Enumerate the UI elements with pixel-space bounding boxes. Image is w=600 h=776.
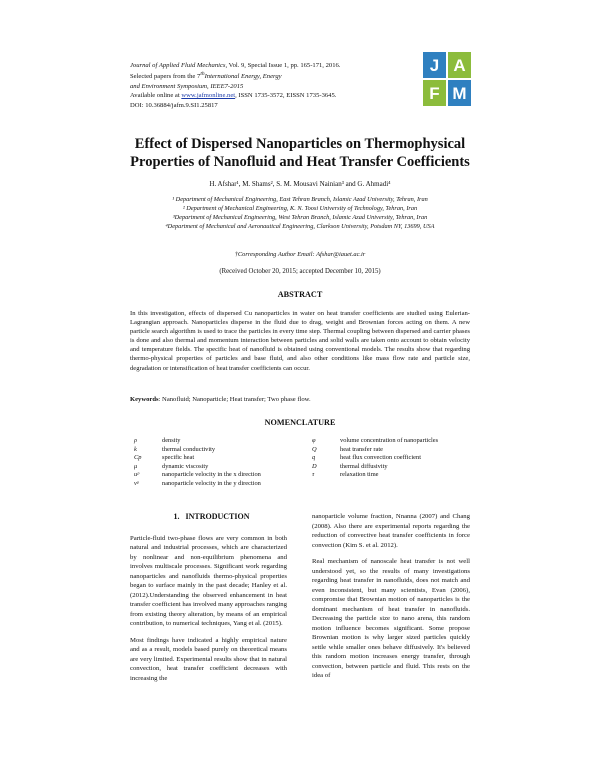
nom-def: nanoparticle velocity in the x direction (162, 471, 261, 478)
affiliation: ⁴Department of Mechanical and Aeronautical Engineering, Clarkson University, Potsdam NY, 13699, USA (165, 223, 435, 231)
nomenclature-row (134, 437, 261, 446)
nomenclature-row (312, 463, 438, 472)
section-number: 1. (173, 512, 180, 521)
paragraph: Particle-fluid two-phase flows are very common in both natural and industrial processes, which are characterized by nonlinear and non-equilibrium phenomena and involves multiscale processes. Significant work regarding nanoparticles and nanofluids thermo-physical properties began to surface mainly in the past decade; Hanley et al. (2012).Understanding the observed enhancement in heat transfer coefficient has involved many approaches ranging from existing theory alteration, by means of an empirical contribution, to numerical techniques, Yang et al. (2015). (130, 534, 287, 627)
nom-symbol: uᵖ (134, 471, 140, 478)
nomenclature-row (312, 446, 438, 455)
body-column-right (312, 512, 470, 688)
affiliation: ¹ Department of Mechanical Engineering, East Tehran Branch, Islamic Azad University, Tehran, Iran (172, 196, 428, 203)
nom-def: relaxation time (340, 471, 379, 478)
body-column-left (130, 512, 287, 690)
nomenclature-row (312, 454, 438, 463)
selected-post: International Energy, Energy (204, 73, 282, 81)
nom-def: volume concentration of nanoparticles (340, 437, 439, 444)
nomenclature-row (134, 446, 261, 455)
nomenclature-row (312, 471, 438, 480)
section-title: INTRODUCTION (185, 512, 250, 521)
paragraph: Most findings have indicated a highly empirical nature and as a result, models based purely on theoretical means are very limited. Experimental results show that in natural convection, heat transfer coefficient decreases with increasing the (130, 636, 287, 682)
nom-def: thermal conductivity (162, 445, 216, 453)
abstract-heading: ABSTRACT (277, 290, 323, 299)
available-online: Available online at (130, 92, 182, 100)
abstract-text: In this investigation, effects of dispersed Cu nanoparticles in water on heat transfer coefficients are studied using Eulerian-Lagrangian approach. Nanoparticles disperse in the fluid due to drag, weight and Brownian forces acting on them. A new particle search algorithm is used to trace the particles in every time step. Thermal coupling between dispersed and carrier phases is done and also thermal and momentum interaction between particles and solid walls are taken onto account to obtain velocity and temperature fields. The specific heat of nanofluid is obtained using conventional models. The results show that regarding thermo-physical properties of particles and base fluid, and also other conditions like mass flow rate and particle size, degradation or intensification of heat transfer coefficients can occur. (130, 310, 470, 372)
nomenclature-row (134, 463, 261, 472)
logo-letter: F (429, 84, 440, 103)
nom-symbol: q (312, 454, 316, 461)
received-dates: (Received October 20, 2015; accepted December 10, 2015) (219, 268, 381, 275)
keywords (130, 396, 470, 403)
logo-letter: J (429, 56, 440, 75)
journal-link[interactable]: www.jafmonline.net (181, 92, 236, 100)
corresponding-author: †Corresponding Author Email: Afshar@iauet.ac.ir (234, 251, 366, 258)
selected-sup: th (200, 71, 205, 78)
paragraph: nanoparticle volume fraction, Nnanna (2007) and Chang (2008). Also there are experimental reports regarding the reduction of convective heat transfer coefficients in force convection (Kim S. et al. 2012). (312, 513, 470, 549)
nomenclature-row (312, 437, 438, 446)
title-line-1: Effect of Dispersed Nanoparticles on Thermophysical (134, 136, 466, 152)
affiliation: ³Department of Mechanical Engineering, West Tehran Branch, Islamic Azad University, Tehran, Iran (172, 214, 428, 222)
selected-papers-line: Selected papers from the 7 (130, 73, 201, 81)
nomenclature-heading: NOMENCLATURE (264, 418, 336, 427)
nom-symbol: Q (312, 445, 317, 453)
journal-volume: , Vol. 9, Special Issue 1, pp. 165-171, 2016. (225, 62, 341, 69)
nom-def: heat flux convection coefficient (340, 454, 421, 461)
paper-title (100, 135, 500, 171)
nom-symbol: k (134, 445, 137, 453)
keywords-text: : Nanofluid; Nanoparticle; Heat transfer; Two phase flow. (158, 396, 311, 403)
journal-name: Journal of Applied Fluid Mechanics (130, 62, 226, 69)
nom-symbol: Cp (134, 454, 142, 461)
symposium-line: and Environment Symposium, IEEE7-2015 (130, 83, 244, 90)
nom-symbol: τ (312, 471, 315, 478)
keywords-label: Keywords (130, 396, 159, 403)
authors: H. Afshar¹, M. Shams², S. M. Mousavi Nainian³ and G. Ahmadi⁴ (209, 180, 391, 188)
nom-def: nanoparticle velocity in the y direction (162, 479, 261, 487)
nom-def: density (162, 437, 181, 444)
title-line-2: Properties of Nanofluid and Heat Transfer Coefficients (130, 154, 470, 170)
nomenclature-right (312, 437, 438, 480)
nomenclature-row (134, 480, 261, 489)
nom-def: dynamic viscosity (162, 462, 209, 470)
nomenclature-row (134, 454, 261, 463)
nom-symbol: D (312, 462, 317, 470)
nom-symbol: μ (134, 462, 138, 470)
journal-header (130, 61, 430, 110)
logo-letter: A (453, 56, 466, 75)
section-heading (130, 512, 287, 522)
paragraph: Real mechanism of nanoscale heat transfer is not well understood yet, so the results of many investigations regarding heat transfer in nanofluids, does not match and even inconsistent, but many scientists, Evan (2006), compromise that Brownian motion of nanoparticles is the dominant mechanism of heat transfer in nanofluids. Decreasing the particle size to nano arena, this random motion influence becomes significant. Some propose Brownian motion is why larger sized particles quickly settle while smaller ones behave diffusively. It's believed this random motion increases energy transfer, through convection, between particle and fluid. This rests on the idea of (312, 558, 470, 679)
nom-symbol: ρ (134, 437, 138, 444)
nomenclature-row (134, 471, 261, 480)
nom-def: thermal diffusivity (340, 462, 388, 470)
nom-def: heat transfer rate (340, 445, 383, 453)
affiliation: ² Department of Mechanical Engineering, K. N. Toosi University of Technology, Tehran, Iran (182, 205, 418, 213)
affiliations (100, 195, 500, 231)
nom-def: specific heat (162, 454, 195, 461)
doi: DOI: 10.36884/jafm.9.SI1.25817 (130, 101, 218, 109)
nom-symbol: φ (312, 437, 316, 444)
issn: , ISSN 1735-3572, EISSN 1735-3645. (235, 92, 337, 100)
logo-letter: M (452, 84, 467, 103)
nomenclature-left (134, 437, 261, 488)
jafm-logo (422, 51, 472, 107)
nom-symbol: vᵖ (134, 479, 139, 487)
